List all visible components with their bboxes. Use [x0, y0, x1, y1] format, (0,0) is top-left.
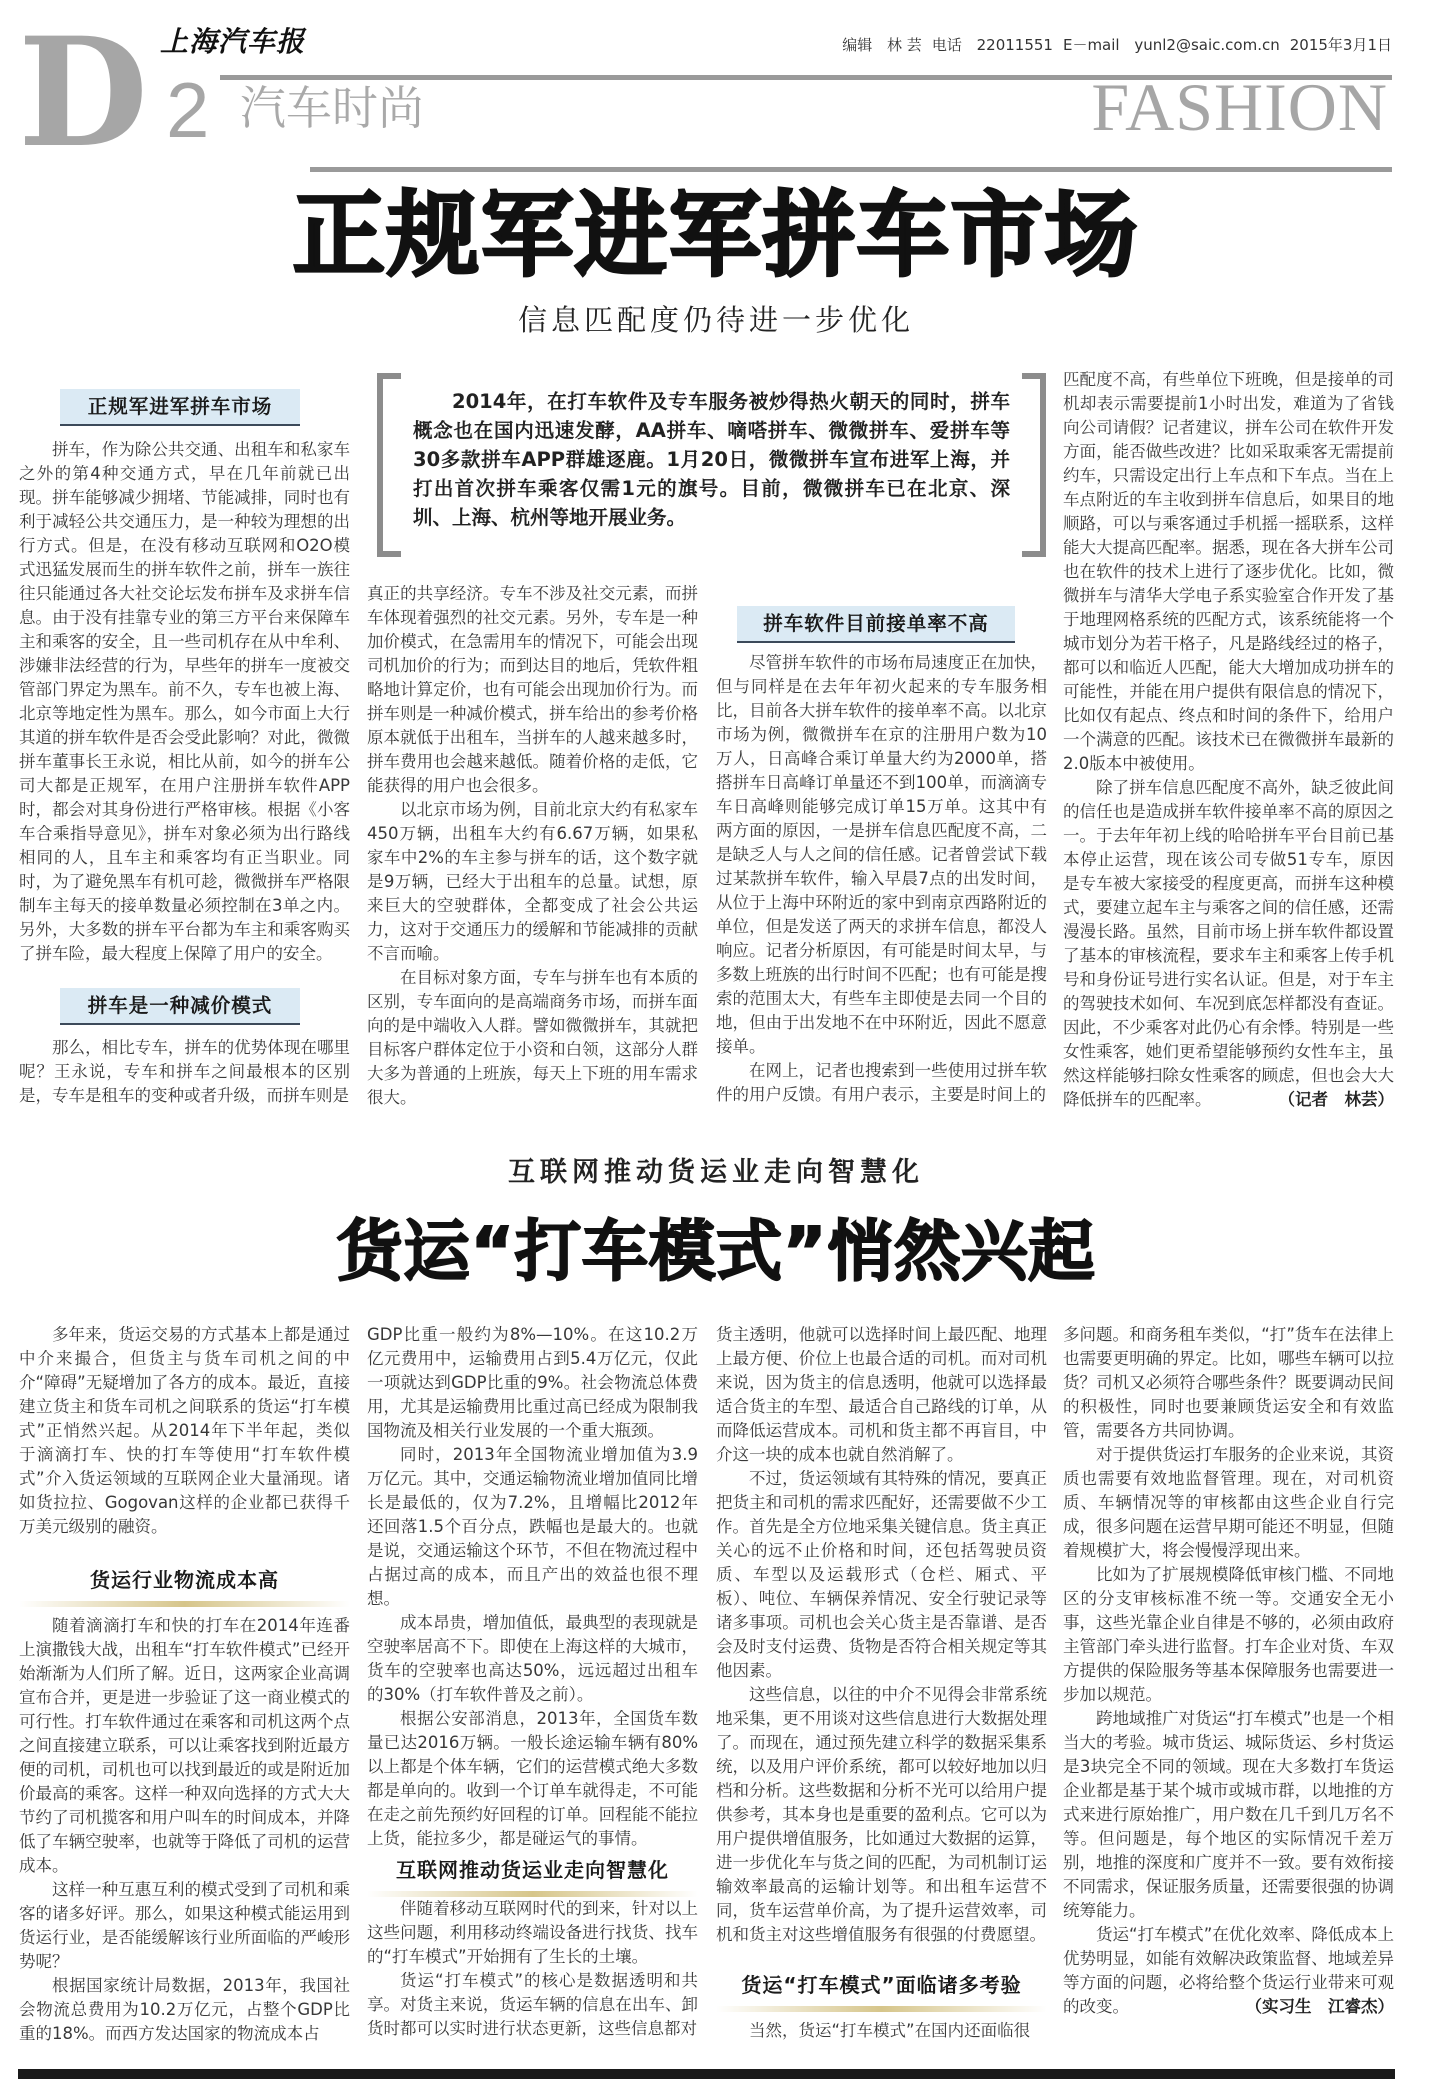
paragraph [367, 1611, 698, 1707]
article2-col2-text [367, 1323, 698, 1851]
paragraph [19, 1878, 350, 1974]
paragraph [367, 1969, 698, 2041]
paragraph-text: 伴随着移动互联网时代的到来，针对以上这些问题，利用移动终端设备进行找货、找车的“打车模式”开始拥有了生长的土壤。 [367, 1899, 698, 1966]
paragraph-text: 跨地域推广对货运“打车模式”也是一个相当大的考验。城市货运、城际货运、乡村货运是3块完全不同的领域。现在大多数打车货运企业都是基于某个城市或城市群，以地推的方式来进行原始推广，用户数在几千到几万名不等。但问题是，每个地区的实际情况千差万别，地推的深度和广度并不一致。要有效衔接不同需求，保证服务质量，还需要很强的协调统筹能力。 [1063, 1709, 1394, 1920]
paragraph [19, 1974, 350, 2046]
section-title: 汽车时尚 [240, 81, 424, 135]
article2-headline: 货运“打车模式”悄然兴起 [336, 1213, 1096, 1290]
left-bracket [377, 373, 401, 557]
paragraph [716, 1467, 1047, 1683]
paragraph-text: 随着滴滴打车和快的打车在2014年连番上演撒钱大战，出租车“打车软件模式”已经开始渐渐为人们所了解。近日，这两家企业高调宣布合并，更是进一步验证了这一商业模式的可行性。打车软件通过在乘客和司机这两个点之间直接建立联系，可以让乘客找到附近最方便的司机，司机也可以找到最近的或是附近加价最高的乘客。这样一种双向选择的方式大大节约了司机揽客和用户叫车的时间成本，并降低了车辆空驶率，也就等于降低了司机的运营成本。 [19, 1616, 350, 1875]
editor-name: 林 芸 [887, 36, 922, 54]
paragraph [716, 1683, 1047, 1947]
paragraph-text: 根据公安部消息，2013年，全国货车数量已达2016万辆。一般长途运输车辆有80%以上都是个体车辆，它们的运营模式绝大多数都是单向的。收到一个订单车就得走，不可能在走之前先预约好回程的订单。回程能不能拉上货，能拉多少，都是碰运气的事情。 [367, 1709, 698, 1848]
paragraph-continued: GDP比重一般约为8%—10%。在这10.2万亿元费用中，运输费用占到5.4万亿元，仅此一项就达到GDP比重的9%。社会物流总体费用，尤其是运输费用比重过高已经成为限制我国物流及相关行业发展的一个重大瓶颈。 [367, 1325, 698, 1440]
paragraph-text: 多年来，货运交易的方式基本上都是通过中介来撮合，但货主与货车司机之间的中介“障碍”无疑增加了各方的成本。最近，直接建立货主和货车司机之间联系的货运“打车模式”正悄然兴起。从2014年下半年起，类似于滴滴打车、快的打车等使用“打车软件模式”介入货运领域的互联网企业大量涌现。诸如货拉拉、Gogovan这样的企业都已获得千万美元级别的融资。 [19, 1325, 350, 1536]
paragraph-text: 这样一种互惠互利的模式受到了司机和乘客的诸多好评。那么，如果这种模式能运用到货运行业，是否能缓解该行业所面临的严峻形势呢？ [19, 1880, 350, 1971]
article1-col1-text-2 [19, 1036, 350, 1108]
paragraph [19, 1036, 350, 1108]
paragraph-text: 比如为了扩展规模降低审核门槛、不同地区的分支审核标准不统一等。交通安全无小事，这些光靠企业自律是不够的，必须由政府主管部门牵头进行监督。打车企业对货、车双方提供的保险服务等基本保障服务也需要进一步加以规范。 [1063, 1565, 1394, 1704]
header-rule-bottom [310, 167, 1392, 172]
email-address: yunl2@saic.com.cn [1134, 36, 1280, 54]
paragraph [19, 1323, 350, 1539]
section-title-en: FASHION [1091, 69, 1388, 145]
article1-col3-text [716, 651, 1047, 1107]
article1-subtitle: 信息匹配度仍待进一步优化 [517, 303, 914, 337]
paragraph-text: 成本昂贵，增加值低，最典型的表现就是空驶率居高不下。即使在上海这样的大城市，货车的空驶率也高达50%，远远超过出租车的30%（打车软件普及之前）。 [367, 1613, 698, 1704]
paragraph [367, 1443, 698, 1611]
right-bracket [1022, 373, 1046, 557]
byline: （记者 林芸） [1278, 1090, 1394, 1109]
article1-subhead-1: 正规军进军拼车市场 [60, 389, 300, 426]
paragraph [367, 1897, 698, 1969]
paragraph-text: 除了拼车信息匹配度不高外，缺乏彼此间的信任也是造成拼车软件接单率不高的原因之一。于去年年初上线的哈哈拼车平台目前已基本停止运营，现在该公司专做51专车，原因是专车被大家接受的程度更高，而拼车这种模式，要建立起车主与乘客之间的信任感，还需漫漫长路。虽然，目前市场上拼车软件都设置了基本的审核流程，要求车主和乘客上传手机号和身份证号进行实名认证。但是，对于车主的驾驶技术如何、车况到底怎样都没有查证。因此，不少乘客对此仍心有余悸。特别是一些女性乘客，她们更希望能够预约女性车主，虽然这样能够扫除女性乘客的顾虑，但也会大大降低拼车的匹配率。 [1063, 778, 1394, 1109]
article2-subhead-1 [19, 1565, 350, 1607]
page-letter: D [18, 5, 149, 181]
article1-lead-box [377, 373, 1046, 557]
paragraph-text: 不过，货运领域有其特殊的情况，要真正把货主和司机的需求匹配好，还需要做不少工作。首先是全方位地采集关键信息。货主真正关心的远不止价格和时间，还包括驾驶员资质、车型以及运载形式（仓栏、厢式、平板）、吨位、车辆保养情况、安全行驶记录等诸多事项。司机也会关心货主是否靠谱、是否会及时支付运费、货物是否符合相关规定等其他因素。 [716, 1469, 1047, 1680]
article2-col1-text [19, 1323, 350, 1539]
paragraph-text: 在网上，记者也搜索到一些使用过拼车软件的用户反馈。有用户表示，主要是时间上的 [716, 1061, 1047, 1104]
paragraph [367, 966, 698, 1110]
paragraph-continued: 真正的共享经济。专车不涉及社交元素，而拼车体现着强烈的社交元素。另外，专车是一种加价模式，在急需用车的情况下，可能会出现司机加价的行为；而到达目的地后，凭软件粗略地计算定价，也有可能会出现加价行为。而拼车则是一种减价模式，拼车给出的参考价格原本就低于出租车，当拼车的人越来越多时，拼车费用也会越来越低。随着价格的走低，它能获得的用户也会很多。 [367, 584, 698, 795]
paragraph [19, 1614, 350, 1878]
article2-kicker: 互联网推动货运业走向智慧化 [508, 1157, 924, 1188]
paragraph-continued: 匹配度不高，有些单位下班晚，但是接单的司机却表示需要提前1小时出发，难道为了省钱向公司请假？记者建议，拼车公司在软件开发方面，能否做些改进？比如采取乘客无需提前约车，只需设定出行上车点和下车点。当在上车点附近的车主收到拼车信息后，如果目的地顺路，可以与乘客通过手机摇一摇联系，这样能大大提高匹配率。据悉，现在各大拼车公司也在软件的技术上进行了逐步优化。比如，微微拼车与清华大学电子系实验室合作开发了基于地理网格系统的匹配方式，该系统能将一个城市划分为若干格子，凡是路线经过的格子，都可以和临近人匹配，能大大增加成功拼车的可能性，并能在用户提供有限信息的情况下，比如仅有起点、终点和时间的条件下，给用户一个满意的匹配。该技术已在微微拼车最新的2.0版本中被使用。 [1063, 370, 1394, 773]
article1-headline: 正规军进军拼车市场 [292, 182, 1139, 289]
paragraph-text: 拼车，作为除公共交通、出租车和私家车之外的第4种交通方式，早在几年前就已出现。拼车能够减少拥堵、节能减排，同时也有利于减轻公共交通压力，是一种较为理想的出行方式。但是，在没有移动互联网和O2O模式迅猛发展而生的拼车软件之前，拼车一族往往只能通过各大社交论坛发布拼车及求拼车信息。由于没有挂靠专业的第三方平台来保障车主和乘客的安全，且一些司机存在从中牟利、涉嫌非法经营的行为，早些年的拼车一度被交管部门界定为黑车。前不久，专车也被上海、北京等地定性为黑车。那么，如今市面上大行其道的拼车软件是否会受此影响？对此，微微拼车董事长王永说，相比从前，如今的拼车公司大都是正规军，在用户注册拼车软件APP时，都会对其身份进行严格审核。根据《小客车合乘指导意见》，拼车对象必须为出行路线相同的人，且车主和乘客均有正当职业。同时，为了避免黑车有机可趁，微微拼车严格限制车主每天的接单数量必须控制在3单之内。另外，大多数的拼车平台都为车主和乘客购买了拼车险，最大程度上保障了用户的安全。 [19, 440, 350, 963]
paragraph-text: 尽管拼车软件的市场布局速度正在加快，但与同样是在去年年初火起来的专车服务相比，目前各大拼车软件的接单率不高。以北京市场为例，微微拼车在京的注册用户数为10万人，日高峰合乘订单量大约为2000单，搭搭拼车日高峰订单量还不到100单，而滴滴专车日高峰则能够完成订单15万单。这其中有两方面的原因，一是拼车信息匹配度不高，二是缺乏人与人之间的信任感。记者曾尝试下载过某款拼车软件，输入早晨7点的出发时间，从位于上海中环附近的家中到南京西路附近的单位，但是发送了两天的求拼车信息，都没人响应。记者分析原因，有可能是时间太早，与多数上班族的出行时间不匹配；也有可能是搜索的范围太大，有些车主即使是去同一个目的地，但由于出发地不在中环附近，因此不愿意接单。 [716, 653, 1047, 1056]
article2-col1-text-2 [19, 1614, 350, 2046]
article2-col4-text [1063, 1323, 1394, 2019]
byline: （实习生 江睿杰） [1245, 1997, 1394, 2016]
paragraph [716, 2019, 1047, 2043]
paragraph [1063, 1563, 1394, 1707]
subhead-text: 互联网推动货运业走向智慧化 [396, 1858, 669, 1882]
paragraph [367, 798, 698, 966]
paragraph [1063, 1443, 1394, 1563]
subhead-text: 货运行业物流成本高 [90, 1568, 279, 1592]
paragraph-text: 以北京市场为例，目前北京大约有私家车450万辆，出租车大约有6.67万辆，如果私家车中2%的车主参与拼车的话，这个数字就是9万辆，已经大于出租车的总量。试想，原来巨大的空驶群体，全都变成了社会公共运力，这对于交通压力的缓解和节能减排的贡献不言而喻。 [367, 800, 698, 963]
article1-col2-text [367, 582, 698, 1110]
paragraph [716, 1059, 1047, 1107]
paragraph-text: 在目标对象方面，专车与拼车也有本质的区别，专车面向的是高端商务市场，而拼车面向的是中端收入人群。譬如微微拼车，其就把目标客户群体定位于小资和白领，这部分人群大多为普通的上班族，每天上下班的用车需求很大。 [367, 968, 698, 1107]
gold-underline [716, 2006, 1047, 2012]
newspaper-logo: 上海汽车报 [160, 25, 306, 58]
article2-col2-text-2 [367, 1897, 698, 2041]
paragraph [716, 651, 1047, 1059]
article2-subhead-2 [367, 1855, 698, 1897]
paragraph [1063, 776, 1394, 1112]
paragraph-text: 当然，货运“打车模式”在国内还面临很 [749, 2021, 1031, 2040]
article2-col3-text-2 [716, 2019, 1047, 2043]
paragraph-text: 根据国家统计局数据，2013年，我国社会物流总费用为10.2万亿元，占整个GDP比重的18%。而西方发达国家的物流成本占 [19, 1976, 350, 2043]
paragraph-text: 同时，2013年全国物流业增加值为3.9万亿元。其中，交通运输物流业增加值同比增长是最低的，仅为7.2%，且增幅比2012年还回落1.5个百分点，跌幅也是最大的。也就是说，交通运输这个环节，不但在物流过程中占据过高的成本，而且产出的效益也很不理想。 [367, 1445, 698, 1608]
paragraph-continued: 多问题。和商务租车类似，“打”货车在法律上也需要更明确的界定。比如，哪些车辆可以拉货？司机又必须符合哪些条件？既要调动民间的积极性，同时也要兼顾货运安全和有效监管，需要各方共同协调。 [1063, 1325, 1394, 1440]
email-label: E－mail [1062, 36, 1120, 54]
article1-subhead-2: 拼车是一种减价模式 [60, 988, 300, 1025]
paragraph [19, 438, 350, 966]
gold-underline [19, 1601, 350, 1607]
article1-col4-text [1063, 368, 1394, 1112]
paragraph [1063, 1707, 1394, 1923]
editor-label: 编辑 [842, 36, 873, 54]
article2-col3-text [716, 1323, 1047, 1947]
issue-date: 2015年3月1日 [1289, 36, 1392, 54]
footer-rule [18, 2069, 1395, 2079]
article1-lead: 2014年，在打车软件及专车服务被炒得热火朝天的同时，拼车概念也在国内迅速发酵，AA拼车、嘀嗒拼车、微微拼车、爱拼车等30多款拼车APP群雄逐鹿。1月20日，微微拼车宣布进军上海，并打出首次拼车乘客仅需1元的旗号。目前，微微拼车已在北京、深圳、上海、杭州等地开展业务。 [413, 390, 1010, 529]
paragraph-text: 对于提供货运打车服务的企业来说，其资质也需要有效地监督管理。现在，对司机资质、车辆情况等的审核都由这些企业自行完成，很多问题在运营早期可能还不明显，但随着规模扩大，将会慢慢浮现出来。 [1063, 1445, 1394, 1560]
paragraph-text: 货运“打车模式”的核心是数据透明和共享。对货主来说，货运车辆的信息在出车、卸货时都可以实时进行状态更新，这些信息都对 [367, 1971, 698, 2038]
paragraph [1063, 1923, 1394, 2019]
article1-subhead-3: 拼车软件目前接单率不高 [737, 606, 1015, 643]
editor-info [832, 34, 1392, 55]
subhead-text: 货运“打车模式”面临诸多考验 [741, 1973, 1022, 1997]
paragraph [367, 1707, 698, 1851]
paragraph-text: 那么，相比专车，拼车的优势体现在哪里呢？王永说，专车和拼车之间最根本的区别是，专车是租车的变种或者升级，而拼车则是 [19, 1038, 350, 1105]
phone-number: 22011551 [976, 36, 1053, 54]
paragraph-text: 货运“打车模式”在优化效率、降低成本上优势明显，如能有效解决政策监督、地域差异等方面的问题，必将给整个货运行业带来可观的改变。 [1063, 1925, 1394, 2016]
page-number: 2 [166, 66, 210, 154]
paragraph-continued: 货主透明，他就可以选择时间上最匹配、地理上最方便、价位上也最合适的司机。而对司机来说，因为货主的信息透明，他就可以选择最适合货主的车型、最适合自己路线的订单，从而降低运营成本。司机和货主都不再盲目，中介这一块的成本也就自然消解了。 [716, 1325, 1047, 1464]
article1-col1-text [19, 438, 350, 966]
paragraph-text: 这些信息，以往的中介不见得会非常系统地采集，更不用谈对这些信息进行大数据处理了。而现在，通过预先建立科学的数据采集系统，以及用户评价系统，都可以较好地加以归档和分析。这些数据和分析不光可以给用户提供参考，其本身也是重要的盈利点。它可以为用户提供增值服务，比如通过大数据的运算，进一步优化车与货之间的匹配，为司机制订运输效率最高的运输计划等。和出租车运营不同，货车运营单价高，为了提升运营效率，司机和货主对这些增值服务有很强的付费愿望。 [716, 1685, 1047, 1944]
article2-subhead-3 [716, 1970, 1047, 2012]
phone-label: 电话 [931, 36, 962, 54]
